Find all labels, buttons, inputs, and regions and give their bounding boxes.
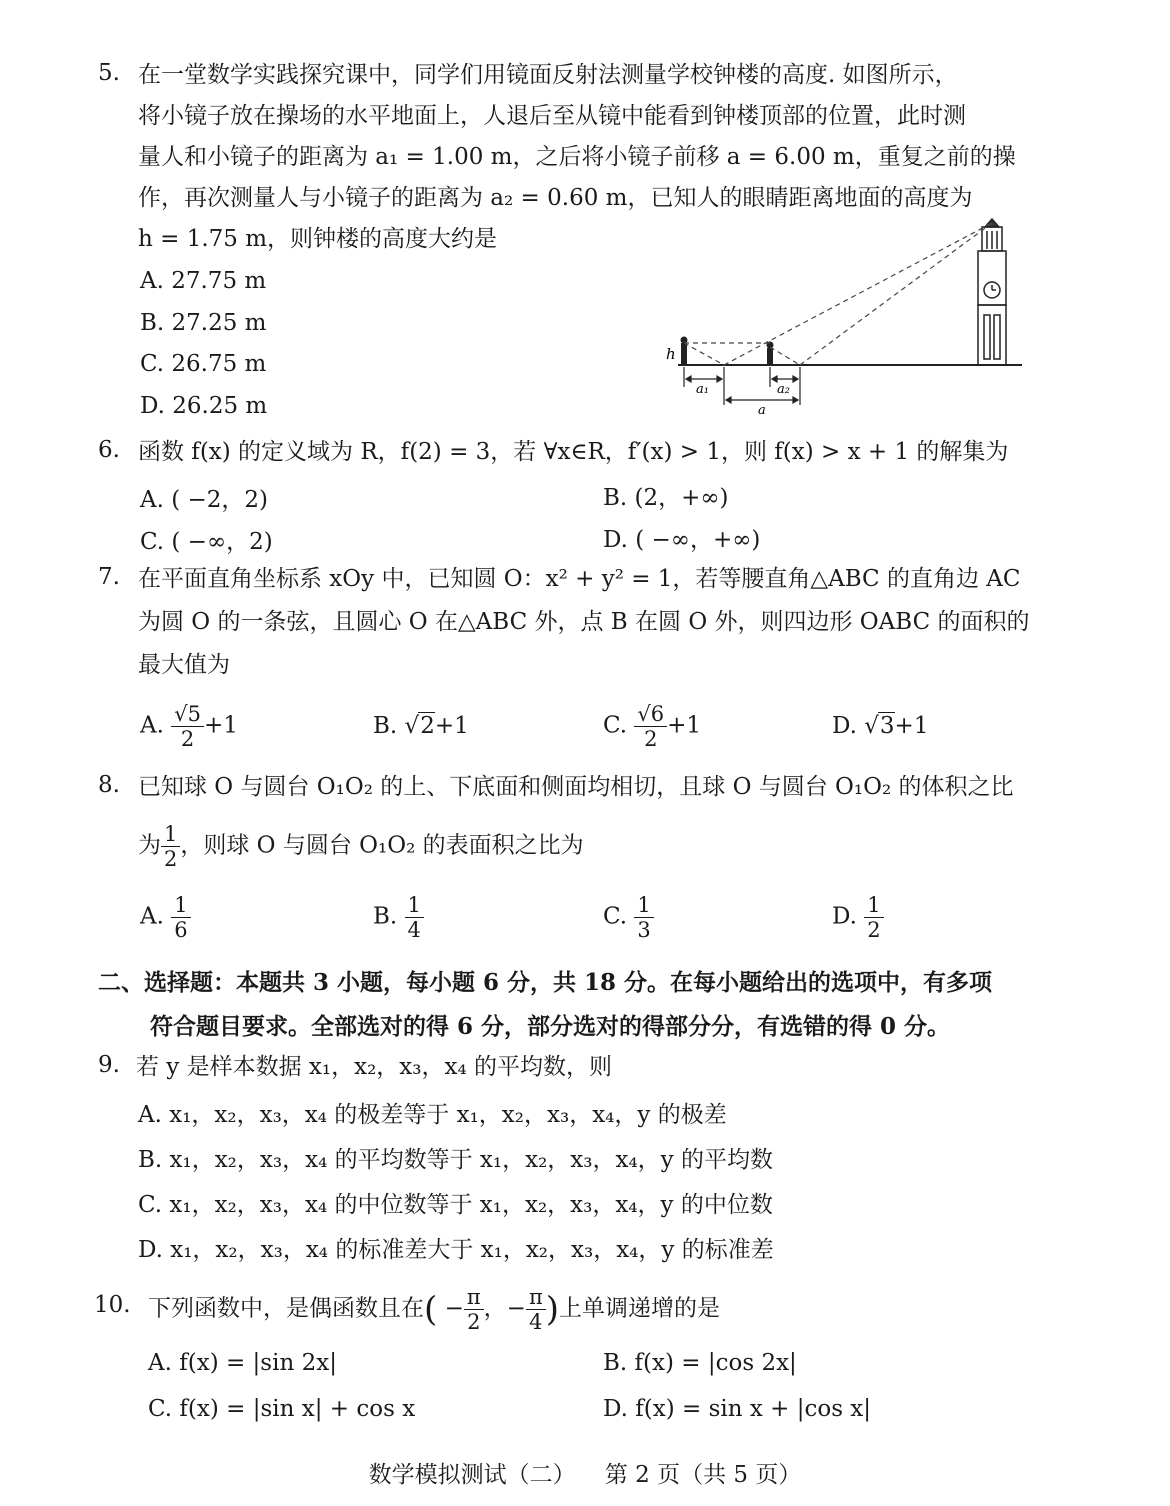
option-label: D. [832,713,857,739]
q6-option-b: B. (2，+∞) [603,485,729,511]
q9-option-b: B. x₁，x₂，x₃，x₄ 的平均数等于 x₁，x₂，x₃，x₄，y 的平均数 [138,1147,773,1173]
option-label: C. [603,903,628,930]
q9-number: 9. [98,1052,120,1078]
q9-stem: 若 y 是样本数据 x₁，x₂，x₃，x₄ 的平均数，则 [136,1054,613,1080]
q6-stem: 函数 f(x) 的定义域为 R，f(2) = 3，若 ∀x∈R，f′(x) > 1，则 f(x) > x + 1 的解集为 [138,439,1009,465]
q7-line: 为圆 O 的一条弦，且圆心 O 在△ABC 外，点 B 在圆 O 外，则四边形 OABC 的面积的 [138,609,1030,635]
option-label: D. [832,903,857,930]
q5-line: 将小镜子放在操场的水平地面上，人退后至从镜中能看到钟楼顶部的位置，此时测 [138,103,966,129]
q8-option-a [140,893,191,942]
q10-stem: 下列函数中，是偶函数且在( − $\frac{\pi}{2}$ ，− $\frac{\pi}{4}$ )上单调递增的是 [148,1285,721,1334]
paren-open: ( [424,1289,438,1330]
q9-option-a: A. x₁，x₂，x₃，x₄ 的极差等于 x₁，x₂，x₃，x₄，y 的极差 [138,1102,727,1128]
fraction-numerator: π [464,1285,484,1310]
q7-line: 最大值为 [138,652,230,678]
q7-option-c [603,702,701,751]
q10-option-c: C. f(x) = |sin x| + cos x [148,1396,416,1422]
fraction-denominator: 4 [407,918,421,942]
fraction-numerator: √6 [634,702,667,727]
q5-number: 5. [98,60,120,86]
q6-option-c: C. ( −∞，2) [140,529,273,555]
fraction-numerator: 1 [864,893,883,918]
fraction-numerator: 1 [161,822,180,847]
option-tail: +1 [434,713,469,739]
fraction-numerator: π [526,1285,546,1310]
q5-option-c: C. 26.75 m [140,351,267,377]
q5-option-d: D. 26.25 m [140,393,268,419]
fraction [161,822,180,871]
fraction-denominator: 2 [180,727,195,751]
option-label: B. [373,903,398,930]
fraction-denominator: 2 [867,918,881,942]
fraction [464,1285,484,1334]
q8-line: 已知球 O 与圆台 O₁O₂ 的上、下底面和侧面均相切，且球 O 与圆台 O₁O₂ 的体积之比 [138,774,1014,800]
q5-option-b: B. 27.25 m [140,310,267,336]
figure-label-a: a [758,403,766,418]
section-heading: 二、选择题：本题共 3 小题，每小题 6 分，共 18 分。在每小题给出的选项中，有多项 [98,969,993,996]
q9-option-c: C. x₁，x₂，x₃，x₄ 的中位数等于 x₁，x₂，x₃，x₄，y 的中位数 [138,1192,773,1218]
fraction-numerator: 1 [634,893,653,918]
q7-line: 在平面直角坐标系 xOy 中，已知圆 O：x² + y² = 1，若等腰直角△ABC 的直角边 AC [138,566,1021,592]
fraction [405,893,424,942]
q10-number: 10. [94,1292,131,1318]
q6-number: 6. [98,437,120,463]
option-tail: +1 [894,713,929,739]
page-footer: 数学模拟测试（二） 第 2 页（共 5 页） [368,1462,802,1488]
radicand: 2 [420,713,435,739]
q7-option-a [140,702,238,751]
fraction [171,702,204,751]
figure-label-a2: a₂ [777,382,790,397]
q10-stem-post: 上单调递增的是 [559,1295,721,1322]
q7-number: 7. [98,564,120,590]
q6-option-a: A. ( −2，2) [140,487,269,513]
section-heading-line2: 符合题目要求。全部选对的得 6 分，部分选对的得部分分，有选错的得 0 分。 [150,1013,951,1040]
q8-option-d [832,893,884,942]
q8-option-c [603,893,654,942]
q10-stem-pre: 下列函数中，是偶函数且在 [148,1295,424,1322]
fraction-numerator: √5 [171,702,204,727]
option-label: A. [140,903,164,930]
fraction-denominator: 6 [174,918,188,942]
q5-line: h = 1.75 m，则钟楼的高度大约是 [138,226,498,252]
figure-label-a1: a₁ [696,382,709,397]
option-label: C. [603,712,628,739]
fraction-denominator: 2 [644,727,658,751]
person-2-icon [767,342,774,366]
q6-option-d: D. ( −∞，+∞) [603,527,761,553]
figure-label-h: h [666,345,676,363]
q10-option-b: B. f(x) = |cos 2x| [603,1350,797,1376]
fraction [634,702,667,751]
option-tail: +1 [667,712,702,739]
q5-figure [660,215,1030,420]
q8-number: 8. [98,772,120,798]
fraction [171,893,190,942]
option-tail: +1 [203,712,238,739]
q5-line: 量人和小镜子的距离为 a₁ = 1.00 m，之后将小镜子前移 a = 6.00 m，重复之前的操 [138,144,1016,170]
reflection-rays [684,223,992,365]
q8-line2-pre: 为 [138,832,161,859]
clock-tower-icon [978,219,1006,365]
q5-option-a: A. 27.75 m [140,268,267,294]
option-label: B. [373,713,398,739]
q10-option-a: A. f(x) = |sin 2x| [148,1350,337,1376]
fraction-numerator: 1 [405,893,424,918]
fraction-denominator: 3 [637,918,651,942]
fraction-denominator: 2 [467,1310,481,1334]
q9-option-d: D. x₁，x₂，x₃，x₄ 的标准差大于 x₁，x₂，x₃，x₄，y 的标准差 [138,1237,774,1263]
q7-option-b: B. √2+1 [373,713,469,739]
q8-line2-post: ，则球 O 与圆台 O₁O₂ 的表面积之比为 [180,832,584,859]
fraction [526,1285,546,1334]
fraction [634,893,653,942]
q10-option-d: D. f(x) = sin x + |cos x| [603,1396,872,1422]
option-label: A. [140,712,164,739]
q5-line: 在一堂数学实践探究课中，同学们用镜面反射法测量学校钟楼的高度. 如图所示， [138,62,958,88]
fraction-denominator: 2 [164,847,178,871]
q5-line: 作，再次测量人与小镜子的距离为 a₂ = 0.60 m，已知人的眼睛距离地面的高度为 [138,185,973,211]
paren-close: ) [545,1289,560,1330]
fraction-numerator: 1 [171,893,190,918]
person-1-icon [681,337,688,366]
q7-option-d: D. √3+1 [832,713,929,739]
q8-line-2 [138,822,584,871]
q8-option-b [373,893,424,942]
radicand: 3 [879,713,895,739]
fraction [864,893,883,942]
fraction-denominator: 4 [529,1310,543,1334]
